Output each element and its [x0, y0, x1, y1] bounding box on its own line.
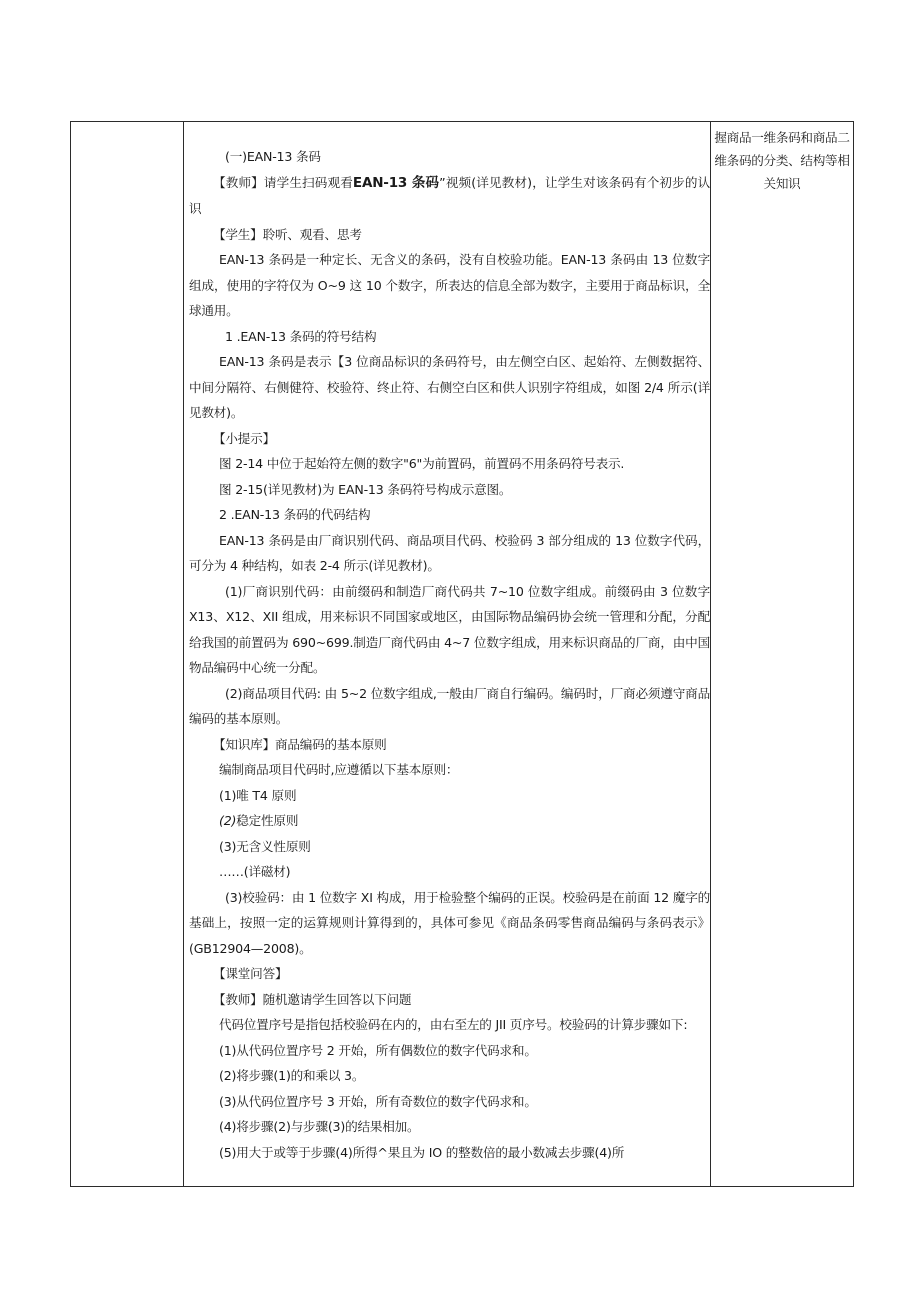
symbol-structure-paragraph: EAN-13 条码是表示【3 位商品标识的条码符号，由左侧空白区、起始符、左侧数据符、中间分隔符、右侧健符、校验符、终止符、右侧空白区和供人识别字符组成，如图 2/4 所示(详见教材)。	[189, 354, 710, 420]
step-5: (5)用大于或等于步骤(4)所得^果且为 IO 的整数倍的最小数减去步骤(4)所	[219, 1144, 625, 1160]
step-3: (3)从代码位置序号 3 开始，所有奇数位的数字代码求和。	[219, 1093, 537, 1109]
teacher-video-mid: 条码	[407, 174, 440, 191]
step-2: (2)将步骤(1)的和乘以 3。	[219, 1068, 365, 1083]
table-row	[71, 122, 854, 1187]
symbol-structure-heading: 1 .EAN-13 条码的符号结构	[225, 328, 377, 344]
qa-teacher-line: 【教师】随机邀请学生回答以下问题	[213, 991, 412, 1007]
item-code-paragraph: (2)商品项目代码: 由 5~2 位数字组成,一般由厂商自行编码。编码时，厂商必须遵守商品编码的基本原则。	[189, 685, 710, 726]
classroom-qa-label: 【课堂问答】	[213, 966, 288, 981]
principle-3: (3)无含义性原则	[219, 838, 311, 854]
tip-label: 【小提示】	[213, 430, 275, 446]
teacher-video-paragraph	[189, 170, 710, 222]
teacher-video-suffix: ”视频(详见教材)，让学生对该条码有个初步的认识	[189, 174, 710, 216]
tip-line-1: 图 2-14 中位于起始符左侧的数字"6"为前置码，前置码不用条码符号表示.	[219, 456, 625, 471]
section-heading: (一)EAN-13 条码	[225, 149, 321, 164]
principle-2	[189, 808, 710, 834]
check-digit-steps-intro: 代码位置序号是指包括校验码在内的，由右至左的 JII 页序号。校验码的计算步骤如下:	[219, 1017, 688, 1032]
principle-2-number: (2)	[219, 813, 237, 828]
see-textbook-note: ……(详磁材)	[219, 864, 291, 879]
principle-1: (1)唯 T4 原则	[219, 787, 297, 803]
tip-line-2: 图 2-15(详见教材)为 EAN-13 条码符号构成示意图。	[219, 481, 512, 497]
teaching-content-cell	[184, 122, 711, 1187]
teacher-video-prefix: 【教师】请学生扫码观看	[213, 174, 353, 190]
code-structure-heading: 2 .EAN-13 条码的代码结构	[219, 507, 371, 522]
objective-text: 握商品一维条码和商品二维条码的分类、结构等相关知识	[714, 130, 850, 191]
objective-cell	[711, 122, 854, 1187]
check-digit-paragraph: (3)校验码：由 1 位数字 XI 构成，用于检验整个编码的正误。校验码是在前面 12 魔字的基础上，按照一定的运算规则计算得到的，具体可参见《商品条码零售商品编码与条码表示》(GB12904—2008)。	[189, 889, 710, 956]
code-structure-paragraph: EAN-13 条码是由厂商识别代码、商品项目代码、校验码 3 部分组成的 13 位数字代码，可分为 4 种结构，如表 2-4 所示(详见教材)。	[189, 532, 710, 573]
step-1: (1)从代码位置序号 2 开始，所有偶数位的数字代码求和。	[219, 1042, 537, 1058]
manufacturer-code-paragraph: (1)厂商识别代码：由前缀码和制造厂商代码共 7~10 位数字组成。前缀码由 3 位数字 X13、X12、XII 组成，用来标识不同国家或地区，由国际物品编码协会统一管理和分配，分配给我国的前置码为 690~699.制造厂商代码由 4~7 位数字组成，用来标识商品的厂商，由中国物品编码中心统一分配。	[189, 583, 710, 675]
lesson-plan-table	[70, 121, 854, 1187]
teaching-content	[184, 122, 710, 1165]
knowledge-base-label: 【知识库】商品编码的基本原则	[213, 736, 387, 752]
left-empty-cell	[71, 122, 184, 1187]
step-4: (4)将步骤(2)与步骤(3)的结果相加。	[219, 1119, 420, 1134]
teacher-video-bold: EAN-13	[352, 174, 408, 191]
principle-2-text: 稳定性原则	[236, 813, 299, 828]
student-paragraph: 【学生】聆听、观看、思考	[213, 226, 362, 242]
ean13-intro-paragraph: EAN-13 条码是一种定长、无含义的条码，没有自校验功能。EAN-13 条码由 13 位数字组成，使用的字符仅为 O~9 这 10 个数字，所表达的信息全部为数字，主要用于商品标识，全球通用。	[189, 252, 710, 318]
knowledge-base-intro: 编制商品项目代码时,应遵循以下基本原则：	[219, 762, 459, 777]
